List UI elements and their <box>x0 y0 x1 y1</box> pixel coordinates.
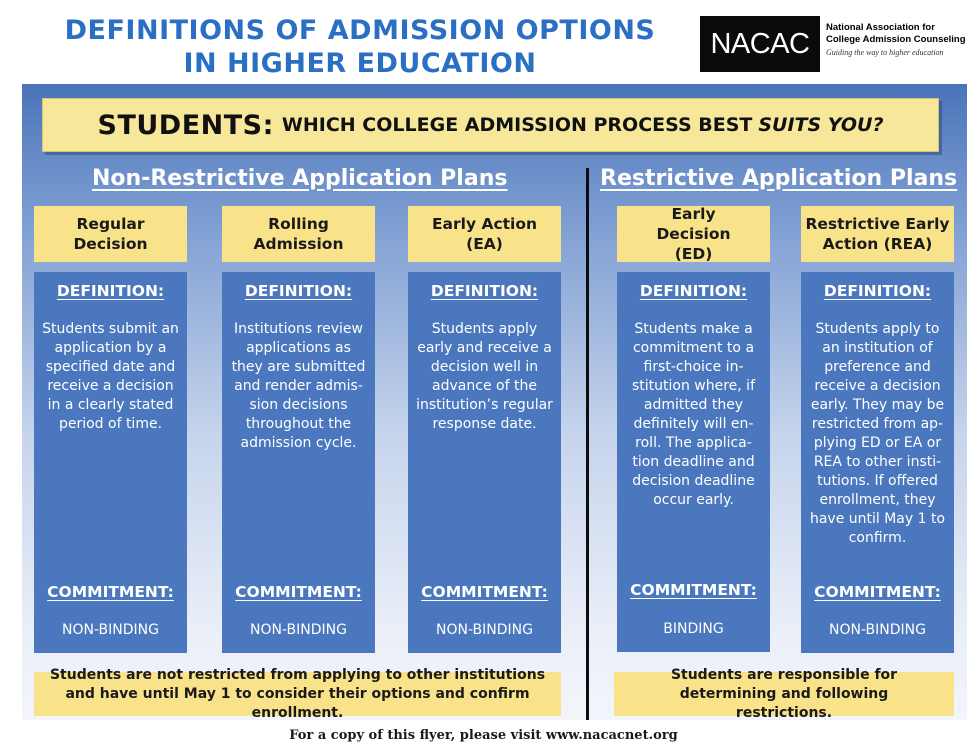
logo-name-line-1: National Association for <box>826 22 935 33</box>
commitment-value: NON-BINDING <box>62 622 159 638</box>
nacac-logo <box>700 16 820 72</box>
plan-card-regular-decision <box>34 272 187 653</box>
section-heading-restrictive: Restrictive Application Plans <box>600 166 958 191</box>
banner-lead: STUDENTS: <box>97 109 274 141</box>
commitment-label: COMMITMENT: <box>814 583 941 601</box>
commitment-value: NON-BINDING <box>436 622 533 638</box>
definition-label: DEFINITION: <box>244 282 353 300</box>
note-non-restrictive: Students are not restricted from applying to other institutions and have until May 1 to consider their options and confirm enrollment. <box>34 672 561 716</box>
definition-text: Institutions review applications as they are submitted and render admis-sion decisions throughout the admission cycle. <box>231 321 366 451</box>
plan-label-early-decision: Early Decision (ED) <box>617 206 770 262</box>
page-title <box>30 14 690 80</box>
banner-emphasis: SUITS YOU? <box>758 114 884 136</box>
plan-card-early-action <box>408 272 561 653</box>
plan-card-restrictive-early-action <box>801 272 954 653</box>
banner-question: WHICH COLLEGE ADMISSION PROCESS BEST <box>281 114 753 136</box>
plan-label-early-action: Early Action (EA) <box>408 206 561 262</box>
commitment-label: COMMITMENT: <box>47 583 174 601</box>
definition-label: DEFINITION: <box>823 282 932 300</box>
plan-card-early-decision <box>617 272 770 652</box>
definition-text: Students apply to an institution of preference and receive a decision early. They may be restricted from ap-plying ED or EA or REA to other insti-tutions. If offered enrollment, they have until May 1 to confirm. <box>809 321 946 546</box>
logo-name-line-2: College Admission Counseling <box>826 34 966 45</box>
definition-text: Students apply early and receive a decision well in advance of the institution’s regular response date. <box>416 321 553 432</box>
section-heading-non-restrictive: Non-Restrictive Application Plans <box>92 166 508 191</box>
definition-text: Students make a commitment to a first-choice in-stitution where, if admitted they definitely will en-roll. The applica-tion deadline and decision deadline occur early. <box>631 321 756 508</box>
commitment-value: BINDING <box>663 621 724 637</box>
plan-label-regular-decision: Regular Decision <box>34 206 187 262</box>
definition-label: DEFINITION: <box>56 282 165 300</box>
logo-tagline: Guiding the way to higher education <box>826 48 944 57</box>
title-line-2: IN HIGHER EDUCATION <box>183 48 537 79</box>
definition-text: Students submit an application by a specified date and receive a decision in a clearly stated period of time. <box>42 321 179 432</box>
commitment-label: COMMITMENT: <box>630 581 757 599</box>
definition-label: DEFINITION: <box>430 282 539 300</box>
logo-text <box>826 22 967 57</box>
title-line-1: DEFINITIONS OF ADMISSION OPTIONS <box>64 15 656 46</box>
commitment-label: COMMITMENT: <box>421 583 548 601</box>
note-restrictive: Students are responsible for determining and following restrictions. <box>614 672 954 716</box>
footer-text: For a copy of this flyer, please visit www.nacacnet.org <box>289 728 678 743</box>
definition-label: DEFINITION: <box>639 282 748 300</box>
logo-mark: NACAC <box>710 28 810 60</box>
commitment-value: NON-BINDING <box>250 622 347 638</box>
section-divider <box>586 168 589 720</box>
plan-label-restrictive-early-action: Restrictive Early Action (REA) <box>801 206 954 262</box>
question-banner <box>42 98 939 152</box>
commitment-value: NON-BINDING <box>829 622 926 638</box>
commitment-label: COMMITMENT: <box>235 583 362 601</box>
plan-label-rolling-admission: Rolling Admission <box>222 206 375 262</box>
plan-card-rolling-admission <box>222 272 375 653</box>
